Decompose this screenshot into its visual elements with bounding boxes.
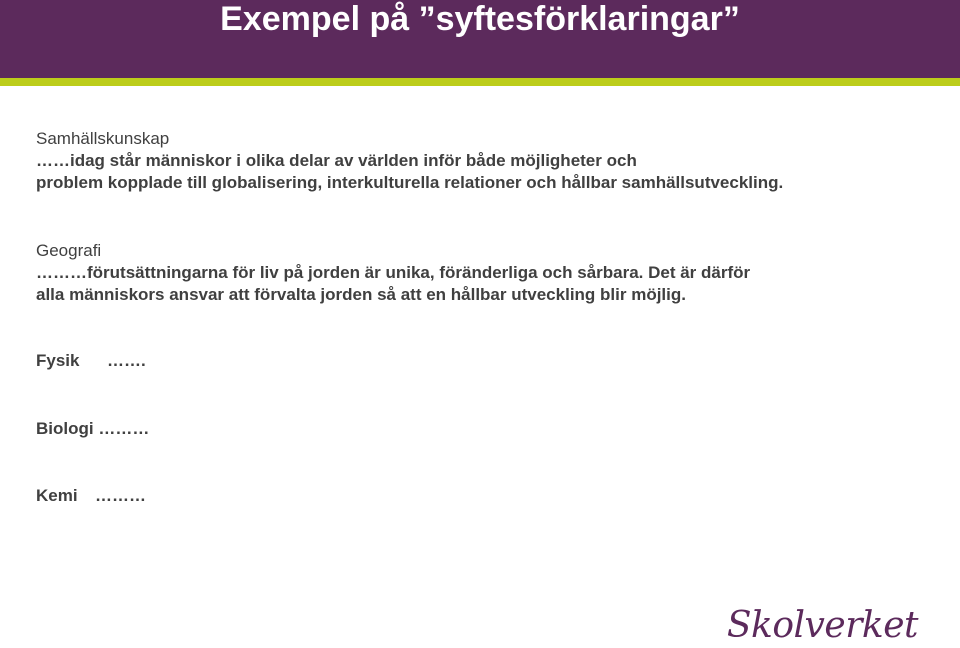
section-biologi	[36, 419, 149, 439]
section-fysik	[36, 351, 146, 371]
section-kemi	[36, 486, 146, 506]
section-text-line: problem kopplade till globalisering, interkulturella relationer och hållbar samhällsutveckling.	[36, 173, 784, 192]
section-label: Biologi	[36, 419, 94, 438]
section-ellipsis: …….	[106, 351, 146, 370]
section-label: Kemi	[36, 486, 78, 505]
section-label: Samhällskunskap	[36, 129, 170, 148]
section-text-line: ………förutsättningarna för liv på jorden är unika, föränderliga och sårbara. Det är därför	[36, 263, 751, 282]
section-text-line: ……idag står människor i olika delar av världen inför både möjligheter och	[36, 151, 637, 170]
section-ellipsis: ………	[98, 419, 150, 438]
header-accent-stripe	[0, 78, 960, 86]
section-label: Fysik	[36, 351, 80, 370]
section-ellipsis: ………	[95, 486, 147, 505]
section-geografi	[36, 240, 750, 306]
skolverket-logo: Skolverket	[726, 605, 918, 646]
section-samhallskunskap	[36, 128, 783, 194]
slide-title: Exempel på ”syftesförklaringar”	[220, 0, 740, 38]
section-text-line: alla människors ansvar att förvalta jorden så att en hållbar utveckling blir möjlig.	[36, 285, 686, 304]
section-label: Geografi	[36, 241, 102, 260]
